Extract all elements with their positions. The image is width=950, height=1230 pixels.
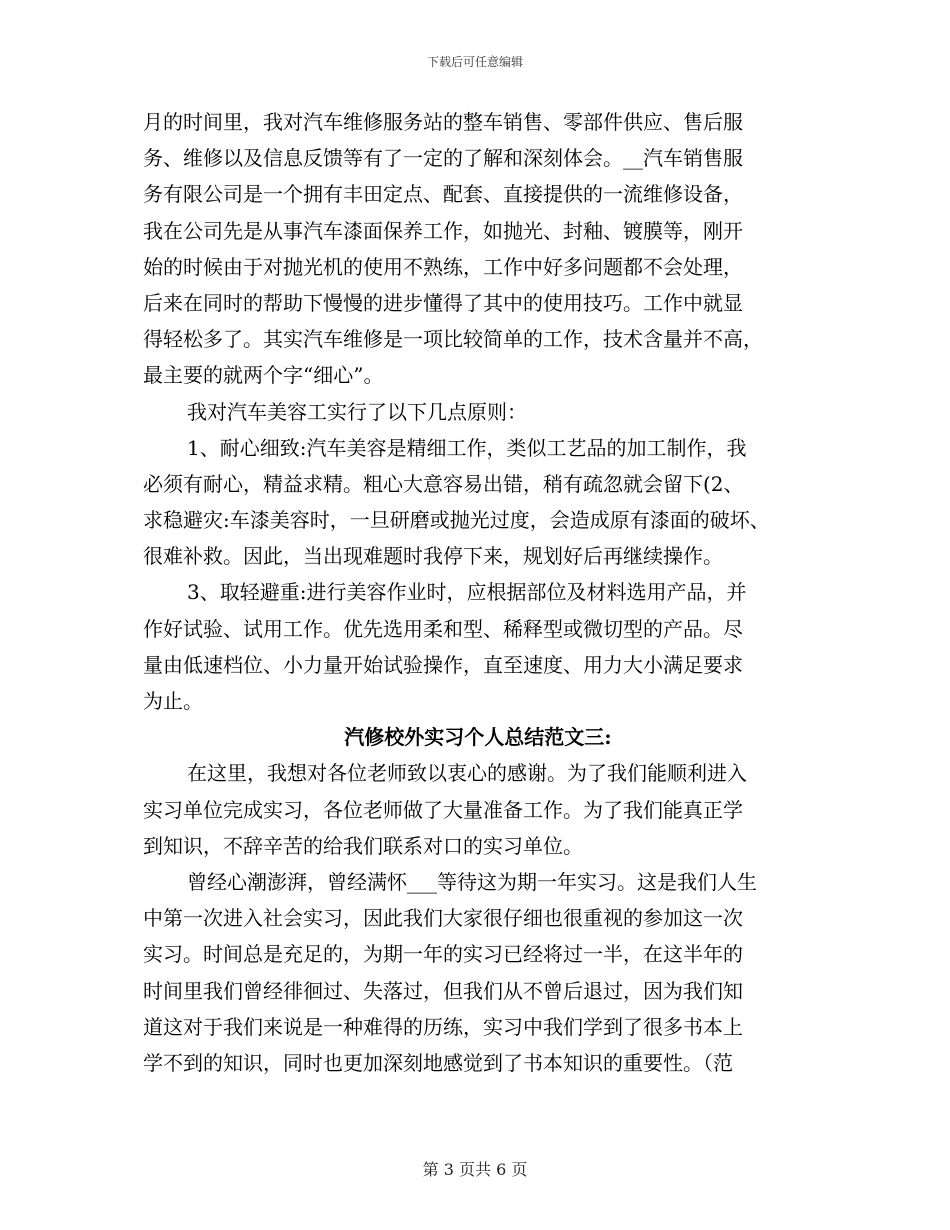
section-heading: 汽修校外实习个人总结范文三:	[344, 725, 612, 750]
page-footer: 第 3 页共 6 页	[422, 1160, 528, 1179]
text-line: 后来在同时的帮助下慢慢的进步懂得了其中的使用技巧。工作中就显	[143, 290, 743, 315]
text-line: 务、维修以及信息反馈等有了一定的了解和深刻体会。__汽车销售服	[143, 146, 743, 171]
text-line: 求稳避灾:车漆美容时，一旦研磨或抛光过度，会造成原有漆面的破坏、	[143, 508, 770, 533]
text-line: 我在公司先是从事汽车漆面保养工作，如抛光、封釉、镀膜等，刚开	[143, 218, 743, 243]
text-line: 始的时候由于对抛光机的使用不熟练，工作中好多问题都不会处理，	[143, 254, 743, 279]
text-line: 时间里我们曾经徘徊过、失落过，但我们从不曾后退过，因为我们知	[143, 978, 743, 1003]
text-line: 道这对于我们来说是一种难得的历练，实习中我们学到了很多书本上	[143, 1014, 743, 1039]
text-line: 务有限公司是一个拥有丰田定点、配套、直接提供的一流维修设备，	[143, 182, 743, 207]
text-line: 实习单位完成实习，各位老师做了大量准备工作。为了我们能真正学	[143, 797, 743, 822]
text-line: 得轻松多了。其实汽车维修是一项比较简单的工作，技术含量并不高，	[143, 327, 763, 352]
text-line: 为止。	[143, 689, 203, 713]
text-line: 作好试验、试用工作。优先选用柔和型、稀释型或微切型的产品。尽	[143, 616, 743, 641]
text-line: 必须有耐心，精益求精。粗心大意容易出错，稍有疏忽就会留下(2、	[143, 471, 744, 496]
page-header: 下载后可任意编辑	[426, 55, 523, 69]
text-line: 最主要的就两个字“细心”。	[143, 363, 384, 388]
document-body	[143, 104, 813, 1081]
paragraph-start-line: 曾经心潮澎湃，曾经满怀___等待这为期一年实习。这是我们人生	[187, 869, 757, 894]
text-line: 学不到的知识，同时也更加深刻地感觉到了书本知识的重要性。（范	[143, 1050, 733, 1075]
paragraph-start-line: 3、取轻避重:进行美容作业时，应根据部位及材料选用产品，并	[187, 580, 747, 605]
text-line: 实习。时间总是充足的，为期一年的实习已经将过一半，在这半年的	[143, 942, 743, 967]
text-line: 中第一次进入社会实习，因此我们大家很仔细也很重视的参加这一次	[143, 906, 743, 931]
text-line: 量由低速档位、小力量开始试验操作，直至速度、用力大小满足要求	[143, 652, 743, 677]
paragraph-start-line: 在这里，我想对各位老师致以衷心的感谢。为了我们能顺利进入	[187, 761, 747, 786]
paragraph-start-line: 我对汽车美容工实行了以下几点原则：	[187, 399, 527, 424]
text-line: 到知识，不辞辛苦的给我们联系对口的实习单位。	[143, 833, 583, 858]
text-line: 月的时间里，我对汽车维修服务站的整车销售、零部件供应、售后服	[143, 110, 743, 134]
text-line: 很难补救。因此，当出现难题时我停下来，规划好后再继续操作。	[143, 544, 723, 569]
paragraph-start-line: 1、耐心细致:汽车美容是精细工作，类似工艺品的加工制作，我	[187, 435, 747, 460]
